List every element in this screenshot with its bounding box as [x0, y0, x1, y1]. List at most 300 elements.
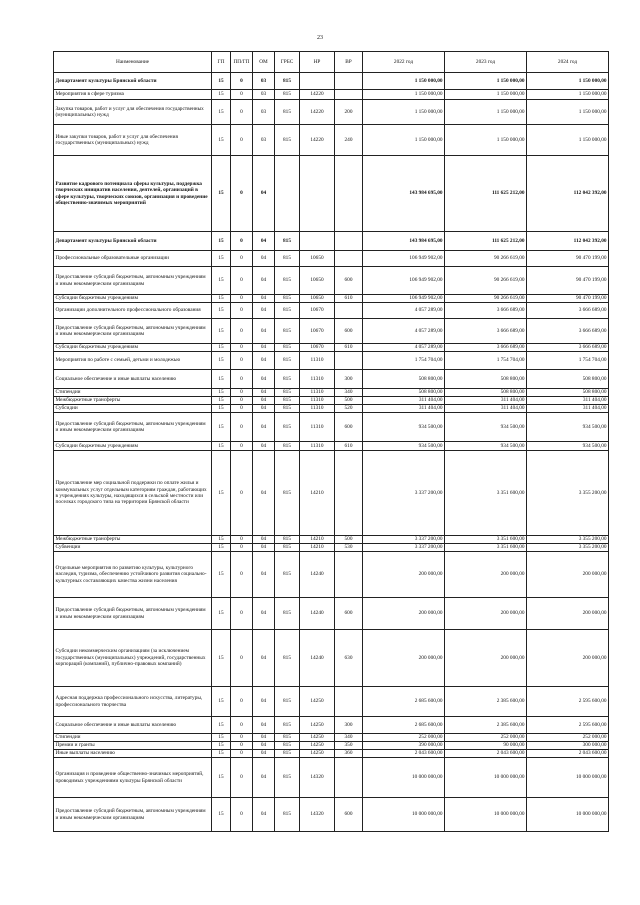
cell-nr: 10670	[300, 344, 335, 352]
cell-om: 04	[253, 630, 275, 687]
cell-y2022: 200 000,00	[363, 630, 445, 687]
cell-y2023: 934 500,00	[445, 413, 527, 442]
cell-nr: 14240	[300, 630, 335, 687]
cell-vr: 340	[335, 734, 363, 742]
cell-y2022: 390 000,00	[363, 742, 445, 750]
cell-om: 04	[253, 742, 275, 750]
cell-y2024: 3 666 689,00	[527, 303, 609, 319]
table-row	[54, 232, 609, 251]
cell-om: 04	[253, 352, 275, 370]
cell-ppgp: 0	[231, 389, 253, 397]
cell-om: 04	[253, 451, 275, 536]
cell-y2024: 3 666 689,00	[527, 344, 609, 352]
cell-y2022: 200 000,00	[363, 552, 445, 598]
cell-om: 04	[253, 156, 275, 232]
cell-om: 04	[253, 267, 275, 295]
cell-name: Субсидии некоммерческим организациям (за исключением государственных (муниципальных) учреждений, государственных корпораций (компаний), публично-правовых компаний)	[54, 630, 212, 687]
cell-name: Профессиональные образовательные организации	[54, 251, 212, 267]
col-header-2024: 2024 год	[527, 52, 609, 73]
cell-nr: 11310	[300, 413, 335, 442]
cell-nr: 14210	[300, 451, 335, 536]
cell-gp: 15	[212, 598, 231, 630]
cell-name: Стипендии	[54, 734, 212, 742]
cell-vr	[335, 758, 363, 798]
cell-name: Предоставление субсидий бюджетным, автономным учреждениям и иным некоммерческим организациям	[54, 413, 212, 442]
cell-nr: 10650	[300, 267, 335, 295]
cell-ppgp: 0	[231, 100, 253, 125]
cell-name: Субсидии	[54, 405, 212, 413]
table-row	[54, 598, 609, 630]
cell-y2023: 3 351 600,00	[445, 544, 527, 552]
cell-gp: 15	[212, 451, 231, 536]
cell-vr: 240	[335, 125, 363, 156]
cell-vr: 300	[335, 370, 363, 389]
table-header-row	[54, 52, 609, 73]
cell-om: 04	[253, 552, 275, 598]
cell-y2024: 508 800,00	[527, 370, 609, 389]
cell-gp: 15	[212, 232, 231, 251]
cell-y2022: 3 337 200,00	[363, 451, 445, 536]
cell-nr: 11310	[300, 389, 335, 397]
table-row	[54, 90, 609, 100]
cell-y2023: 1 150 000,00	[445, 73, 527, 90]
cell-grbs: 815	[275, 536, 300, 544]
cell-y2022: 3 337 200,00	[363, 536, 445, 544]
col-header-vr: ВР	[335, 52, 363, 73]
cell-om: 03	[253, 100, 275, 125]
cell-om: 03	[253, 125, 275, 156]
cell-y2024: 90 470 199,00	[527, 295, 609, 303]
table-row	[54, 734, 609, 742]
cell-om: 04	[253, 442, 275, 451]
cell-vr: 610	[335, 295, 363, 303]
cell-y2023: 90 000,00	[445, 742, 527, 750]
cell-nr: 14240	[300, 552, 335, 598]
cell-nr: 11310	[300, 352, 335, 370]
cell-nr: 14220	[300, 100, 335, 125]
cell-grbs: 815	[275, 405, 300, 413]
table-row	[54, 344, 609, 352]
cell-y2023: 311 404,00	[445, 405, 527, 413]
cell-nr: 14220	[300, 90, 335, 100]
cell-gp: 15	[212, 319, 231, 344]
cell-nr: 10650	[300, 251, 335, 267]
cell-vr: 600	[335, 319, 363, 344]
table-row	[54, 798, 609, 832]
cell-vr	[335, 451, 363, 536]
cell-y2023: 934 500,00	[445, 442, 527, 451]
cell-gp: 15	[212, 630, 231, 687]
cell-vr: 500	[335, 536, 363, 544]
cell-om: 04	[253, 536, 275, 544]
cell-y2023: 3 666 689,00	[445, 303, 527, 319]
cell-nr: 11310	[300, 370, 335, 389]
cell-y2024: 311 404,00	[527, 397, 609, 405]
cell-y2022: 1 150 000,00	[363, 90, 445, 100]
cell-ppgp: 0	[231, 73, 253, 90]
cell-nr: 14250	[300, 734, 335, 742]
budget-table	[53, 51, 609, 832]
cell-y2023: 200 000,00	[445, 552, 527, 598]
table-row	[54, 630, 609, 687]
col-header-2023: 2023 год	[445, 52, 527, 73]
cell-grbs: 815	[275, 544, 300, 552]
cell-y2024: 10 000 000,00	[527, 798, 609, 832]
cell-vr	[335, 251, 363, 267]
cell-om: 04	[253, 303, 275, 319]
cell-y2024: 1 150 000,00	[527, 125, 609, 156]
cell-om: 04	[253, 598, 275, 630]
table-row	[54, 125, 609, 156]
cell-y2024: 90 470 199,00	[527, 267, 609, 295]
cell-y2023: 1 150 000,00	[445, 90, 527, 100]
cell-y2023: 111 625 212,00	[445, 232, 527, 251]
cell-y2023: 3 666 689,00	[445, 319, 527, 344]
cell-nr: 14210	[300, 536, 335, 544]
cell-om: 04	[253, 687, 275, 717]
cell-ppgp: 0	[231, 90, 253, 100]
cell-grbs: 815	[275, 370, 300, 389]
cell-gp: 15	[212, 552, 231, 598]
cell-grbs: 815	[275, 734, 300, 742]
cell-y2023: 90 266 619,00	[445, 251, 527, 267]
cell-y2024: 200 000,00	[527, 552, 609, 598]
cell-gp: 15	[212, 758, 231, 798]
cell-gp: 15	[212, 90, 231, 100]
table-row	[54, 442, 609, 451]
cell-om: 04	[253, 319, 275, 344]
table-row	[54, 267, 609, 295]
cell-nr: 10670	[300, 319, 335, 344]
cell-nr	[300, 156, 335, 232]
table-row	[54, 156, 609, 232]
cell-name: Иные закупки товаров, работ и услуг для обеспечения государственных (муниципальных) нужд	[54, 125, 212, 156]
cell-vr: 600	[335, 598, 363, 630]
cell-y2022: 3 337 200,00	[363, 544, 445, 552]
cell-ppgp: 0	[231, 717, 253, 734]
cell-y2022: 508 800,00	[363, 370, 445, 389]
cell-name: Департамент культуры Брянской области	[54, 232, 212, 251]
cell-ppgp: 0	[231, 319, 253, 344]
cell-ppgp: 0	[231, 598, 253, 630]
cell-name: Мероприятия по работе с семьей, детьми и молодежью	[54, 352, 212, 370]
cell-nr	[300, 73, 335, 90]
cell-om: 04	[253, 232, 275, 251]
col-header-nr: НР	[300, 52, 335, 73]
cell-y2022: 2 685 600,00	[363, 717, 445, 734]
cell-y2023: 508 800,00	[445, 370, 527, 389]
cell-nr: 14210	[300, 544, 335, 552]
cell-name: Стипендии	[54, 389, 212, 397]
cell-grbs: 815	[275, 397, 300, 405]
cell-grbs: 815	[275, 251, 300, 267]
cell-ppgp: 0	[231, 687, 253, 717]
cell-nr: 14320	[300, 798, 335, 832]
cell-y2023: 3 351 600,00	[445, 451, 527, 536]
cell-y2022: 10 000 000,00	[363, 798, 445, 832]
cell-vr	[335, 352, 363, 370]
cell-y2023: 90 266 619,00	[445, 267, 527, 295]
cell-vr	[335, 687, 363, 717]
cell-om: 03	[253, 90, 275, 100]
cell-y2022: 2 043 600,00	[363, 750, 445, 758]
cell-om: 04	[253, 413, 275, 442]
cell-y2022: 4 057 289,00	[363, 319, 445, 344]
cell-name: Департамент культуры Брянской области	[54, 73, 212, 90]
cell-om: 04	[253, 544, 275, 552]
table-row	[54, 295, 609, 303]
cell-gp: 15	[212, 267, 231, 295]
cell-gp: 15	[212, 397, 231, 405]
cell-y2023: 2 385 600,00	[445, 687, 527, 717]
table-row	[54, 687, 609, 717]
cell-vr: 630	[335, 630, 363, 687]
cell-om: 04	[253, 370, 275, 389]
cell-y2024: 10 000 000,00	[527, 758, 609, 798]
cell-om: 04	[253, 717, 275, 734]
col-header-2022: 2022 год	[363, 52, 445, 73]
cell-y2022: 1 754 704,00	[363, 352, 445, 370]
cell-vr: 610	[335, 344, 363, 352]
cell-vr: 520	[335, 405, 363, 413]
cell-gp: 15	[212, 742, 231, 750]
cell-y2022: 106 949 902,00	[363, 295, 445, 303]
table-body	[54, 73, 609, 832]
cell-om: 04	[253, 295, 275, 303]
cell-y2023: 200 000,00	[445, 598, 527, 630]
cell-grbs: 815	[275, 389, 300, 397]
table-row	[54, 370, 609, 389]
cell-grbs: 815	[275, 742, 300, 750]
cell-gp: 15	[212, 442, 231, 451]
cell-vr: 600	[335, 267, 363, 295]
cell-vr: 500	[335, 397, 363, 405]
cell-gp: 15	[212, 125, 231, 156]
cell-gp: 15	[212, 798, 231, 832]
cell-y2024: 3 355 200,00	[527, 451, 609, 536]
cell-name: Субсидии бюджетным учреждениям	[54, 344, 212, 352]
cell-vr: 360	[335, 750, 363, 758]
cell-gp: 15	[212, 344, 231, 352]
cell-vr	[335, 156, 363, 232]
cell-name: Социальное обеспечение и иные выплаты населению	[54, 717, 212, 734]
cell-y2022: 4 057 289,00	[363, 344, 445, 352]
cell-name: Предоставление субсидий бюджетным, автономным учреждениям и иным некоммерческим организациям	[54, 319, 212, 344]
cell-grbs: 815	[275, 717, 300, 734]
cell-ppgp: 0	[231, 630, 253, 687]
cell-y2024: 2 043 600,00	[527, 750, 609, 758]
cell-om: 04	[253, 251, 275, 267]
cell-gp: 15	[212, 156, 231, 232]
cell-y2022: 4 057 289,00	[363, 303, 445, 319]
cell-gp: 15	[212, 750, 231, 758]
col-header-grbs: ГРБС	[275, 52, 300, 73]
cell-nr	[300, 232, 335, 251]
cell-om: 04	[253, 750, 275, 758]
cell-y2022: 10 000 000,00	[363, 758, 445, 798]
cell-gp: 15	[212, 303, 231, 319]
cell-om: 04	[253, 798, 275, 832]
cell-ppgp: 0	[231, 536, 253, 544]
cell-nr: 11310	[300, 442, 335, 451]
cell-vr: 530	[335, 544, 363, 552]
cell-nr: 14320	[300, 758, 335, 798]
cell-y2023: 2 385 600,00	[445, 717, 527, 734]
cell-name: Отдельные мероприятия по развитию культуры, культурного наследия, туризма, обеспечению устойчивого развития социально-культурных составляющих качества жизни населения	[54, 552, 212, 598]
cell-y2022: 1 150 000,00	[363, 125, 445, 156]
cell-vr	[335, 90, 363, 100]
cell-grbs: 815	[275, 100, 300, 125]
cell-ppgp: 0	[231, 544, 253, 552]
cell-gp: 15	[212, 536, 231, 544]
cell-vr: 300	[335, 717, 363, 734]
page-number: 23	[317, 35, 323, 41]
cell-ppgp: 0	[231, 397, 253, 405]
table-row	[54, 717, 609, 734]
cell-ppgp: 0	[231, 232, 253, 251]
cell-om: 04	[253, 405, 275, 413]
cell-ppgp: 0	[231, 156, 253, 232]
cell-nr: 14250	[300, 750, 335, 758]
table-row	[54, 536, 609, 544]
cell-name: Организации дополнительного профессионального образования	[54, 303, 212, 319]
cell-ppgp: 0	[231, 344, 253, 352]
cell-grbs: 815	[275, 687, 300, 717]
cell-ppgp: 0	[231, 303, 253, 319]
cell-y2024: 311 404,00	[527, 405, 609, 413]
cell-y2022: 106 949 902,00	[363, 267, 445, 295]
cell-grbs: 815	[275, 344, 300, 352]
cell-name: Премии и гранты	[54, 742, 212, 750]
cell-y2022: 143 984 695,00	[363, 156, 445, 232]
cell-y2022: 252 000,00	[363, 734, 445, 742]
cell-name: Субсидии бюджетным учреждениям	[54, 442, 212, 451]
cell-vr: 350	[335, 742, 363, 750]
cell-vr: 600	[335, 413, 363, 442]
cell-ppgp: 0	[231, 413, 253, 442]
cell-gp: 15	[212, 389, 231, 397]
cell-grbs: 815	[275, 352, 300, 370]
cell-om: 04	[253, 734, 275, 742]
cell-grbs: 815	[275, 319, 300, 344]
table-row	[54, 742, 609, 750]
table-row	[54, 750, 609, 758]
table-row	[54, 413, 609, 442]
cell-name: Развитие кадрового потенциала сферы культуры, поддержка творческих инициатив населения, деятелей, организаций в сфере культуры, творческих союзов, организация и проведение общественно-значимых мероприятий	[54, 156, 212, 232]
cell-nr: 10670	[300, 303, 335, 319]
cell-ppgp: 0	[231, 734, 253, 742]
cell-om: 04	[253, 389, 275, 397]
cell-ppgp: 0	[231, 405, 253, 413]
cell-y2023: 200 000,00	[445, 630, 527, 687]
cell-ppgp: 0	[231, 370, 253, 389]
cell-grbs: 815	[275, 750, 300, 758]
cell-y2024: 112 042 392,00	[527, 156, 609, 232]
cell-y2023: 3 666 689,00	[445, 344, 527, 352]
cell-y2023: 10 000 000,00	[445, 798, 527, 832]
table-row	[54, 303, 609, 319]
cell-gp: 15	[212, 734, 231, 742]
cell-ppgp: 0	[231, 125, 253, 156]
cell-om: 04	[253, 758, 275, 798]
col-header-name: Наименование	[54, 52, 212, 73]
table-row	[54, 552, 609, 598]
cell-name: Межбюджетные трансферты	[54, 397, 212, 405]
cell-ppgp: 0	[231, 251, 253, 267]
cell-ppgp: 0	[231, 758, 253, 798]
cell-om: 03	[253, 73, 275, 90]
cell-name: Субвенции	[54, 544, 212, 552]
cell-name: Иные выплаты населению	[54, 750, 212, 758]
table-row	[54, 544, 609, 552]
cell-grbs	[275, 156, 300, 232]
cell-y2023: 252 000,00	[445, 734, 527, 742]
cell-name: Закупка товаров, работ и услуг для обеспечения государственных (муниципальных) нужд	[54, 100, 212, 125]
cell-name: Социальное обеспечение и иные выплаты населению	[54, 370, 212, 389]
cell-name: Организация и проведение общественно-значимых мероприятий, проводимых учреждениями культуры Брянской области	[54, 758, 212, 798]
cell-gp: 15	[212, 544, 231, 552]
cell-grbs: 815	[275, 442, 300, 451]
table-row	[54, 319, 609, 344]
cell-y2023: 2 043 600,00	[445, 750, 527, 758]
cell-vr: 340	[335, 389, 363, 397]
cell-ppgp: 0	[231, 750, 253, 758]
cell-name: Предоставление субсидий бюджетным, автономным учреждениям и иным некоммерческим организациям	[54, 267, 212, 295]
cell-vr	[335, 73, 363, 90]
table-row	[54, 352, 609, 370]
cell-y2023: 90 266 619,00	[445, 295, 527, 303]
cell-y2024: 300 000,00	[527, 742, 609, 750]
cell-vr: 200	[335, 100, 363, 125]
cell-grbs: 815	[275, 267, 300, 295]
cell-vr	[335, 232, 363, 251]
cell-y2024: 200 000,00	[527, 598, 609, 630]
cell-nr: 14250	[300, 717, 335, 734]
cell-y2022: 143 984 695,00	[363, 232, 445, 251]
table-row	[54, 100, 609, 125]
col-header-gp: ГП	[212, 52, 231, 73]
cell-y2023: 1 150 000,00	[445, 125, 527, 156]
cell-nr: 10650	[300, 295, 335, 303]
cell-grbs: 815	[275, 451, 300, 536]
cell-name: Предоставление субсидий бюджетным, автономным учреждениям и иным некоммерческим организациям	[54, 798, 212, 832]
cell-y2022: 311 404,00	[363, 397, 445, 405]
cell-gp: 15	[212, 413, 231, 442]
cell-y2023: 1 754 704,00	[445, 352, 527, 370]
cell-name: Предоставление субсидий бюджетным, автономным учреждениям и иным некоммерческим организациям	[54, 598, 212, 630]
cell-name: Мероприятия в сфере туризма	[54, 90, 212, 100]
cell-ppgp: 0	[231, 798, 253, 832]
cell-y2024: 112 042 392,00	[527, 232, 609, 251]
cell-grbs: 815	[275, 295, 300, 303]
cell-y2022: 934 500,00	[363, 413, 445, 442]
cell-name: Предоставление мер социальной поддержки по оплате жилья и коммунальных услуг отдельным категориям граждан, работающих в учреждениях культуры, находящихся в сельской местности или поселках городского типа на территории Брянской области	[54, 451, 212, 536]
cell-gp: 15	[212, 352, 231, 370]
cell-nr: 14220	[300, 125, 335, 156]
cell-y2024: 1 754 704,00	[527, 352, 609, 370]
cell-gp: 15	[212, 100, 231, 125]
cell-y2024: 934 500,00	[527, 442, 609, 451]
cell-y2024: 200 000,00	[527, 630, 609, 687]
cell-vr	[335, 303, 363, 319]
cell-grbs: 815	[275, 73, 300, 90]
cell-y2024: 2 595 600,00	[527, 687, 609, 717]
cell-y2023: 311 404,00	[445, 397, 527, 405]
col-header-om: ОМ	[253, 52, 275, 73]
cell-grbs: 815	[275, 630, 300, 687]
cell-nr: 14250	[300, 742, 335, 750]
cell-y2024: 90 470 199,00	[527, 251, 609, 267]
